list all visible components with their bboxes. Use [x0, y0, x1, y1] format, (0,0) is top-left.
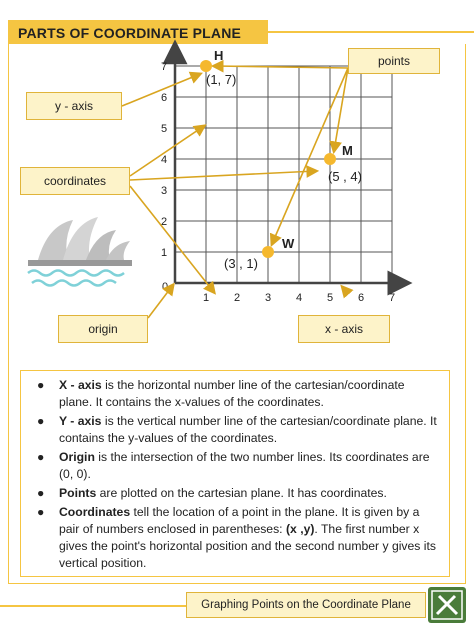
definition-text: is the intersection of the two number lines. Its coordinates are (0, 0).: [59, 450, 430, 481]
points-label: points: [377, 54, 411, 68]
point-name-h: H: [214, 48, 224, 63]
x-tick-label: 2: [233, 292, 241, 304]
definition-text-cont: . The first number x gives the point's horizontal position and the second number y gives its vertical position.: [59, 522, 436, 570]
definitions-panel: [20, 370, 450, 577]
definition-item: [33, 449, 439, 483]
bullet-icon: ●: [37, 486, 45, 500]
point-h: [200, 60, 212, 72]
footer-banner: Graphing Points on the Coordinate Plane: [186, 592, 426, 618]
point-w: [262, 246, 274, 258]
definition-term: Points: [59, 486, 97, 500]
y-tick-label: 4: [160, 154, 168, 166]
origin-tick-label: 0: [161, 281, 169, 293]
definition-item: [33, 485, 439, 502]
x-tick-label: 4: [295, 292, 303, 304]
x-tick-label: 3: [264, 292, 272, 304]
bullet-icon: ●: [37, 414, 45, 428]
point-coord-m: (5 , 4): [328, 169, 362, 184]
definition-text: is the vertical number line of the cartesian/coordinate plane. It contains the y-values of the coordinates.: [59, 414, 437, 445]
definition-item: [33, 504, 439, 572]
x-axis-label: x - axis: [324, 322, 363, 336]
definition-text: are plotted on the cartesian plane. It has coordinates.: [96, 486, 387, 500]
point-name-w: W: [282, 236, 295, 251]
point-coord-w: (3 , 1): [224, 256, 258, 271]
origin-label: origin: [88, 322, 118, 336]
definition-text: is the horizontal number line of the cartesian/coordinate plane. It contains the x-values of the coordinates.: [59, 378, 405, 409]
definition-term: Origin: [59, 450, 95, 464]
points-label-box: [348, 48, 440, 74]
definition-emphasis: (x ,y): [285, 522, 315, 536]
y-tick-label: 6: [160, 92, 168, 104]
definitions-list: [33, 377, 439, 572]
worksheet-logo: [428, 587, 466, 623]
y-tick-label: 1: [160, 247, 168, 259]
definition-term: X - axis: [59, 378, 102, 392]
origin-label-box: [58, 315, 148, 343]
x-tick-label: 7: [388, 292, 396, 304]
definition-item: [33, 413, 439, 447]
points-connector-m: [334, 68, 348, 151]
x-tick-label: 1: [202, 292, 210, 304]
coordinates-connector-m: [130, 171, 316, 180]
page-title: PARTS OF COORDINATE PLANE: [8, 20, 268, 44]
point-m: [324, 153, 336, 165]
coordinates-label-box: [20, 167, 130, 195]
points-connector-w: [272, 68, 348, 244]
bullet-icon: ●: [37, 505, 45, 519]
y-axis-label: y - axis: [54, 99, 93, 113]
x-axis-connector: [342, 287, 345, 290]
bullet-icon: ●: [37, 450, 45, 464]
coordinates-connector-w: [130, 186, 214, 292]
x-tick-label: 5: [326, 292, 334, 304]
pencil-ruler-icon: [428, 587, 466, 623]
y-tick-label: 3: [160, 185, 168, 197]
x-axis-label-box: [298, 315, 390, 343]
bullet-icon: ●: [37, 378, 45, 392]
origin-connector: [148, 285, 173, 318]
point-coord-h: (1, 7): [206, 72, 237, 87]
y-tick-label: 2: [160, 216, 168, 228]
definition-item: [33, 377, 439, 411]
footer-line: [0, 605, 186, 607]
coordinates-label: coordinates: [43, 174, 107, 188]
definition-term: Y - axis: [59, 414, 102, 428]
point-name-m: M: [342, 143, 353, 158]
y-tick-label: 7: [160, 61, 168, 73]
x-tick-label: 6: [357, 292, 365, 304]
y-tick-label: 5: [160, 123, 168, 135]
definition-text: tell the location of a point in the plane. It is given by a pair of numbers enclosed in parentheses:: [59, 505, 420, 536]
definition-term: Coordinates: [59, 505, 131, 519]
y-axis-label-box: [26, 92, 122, 120]
